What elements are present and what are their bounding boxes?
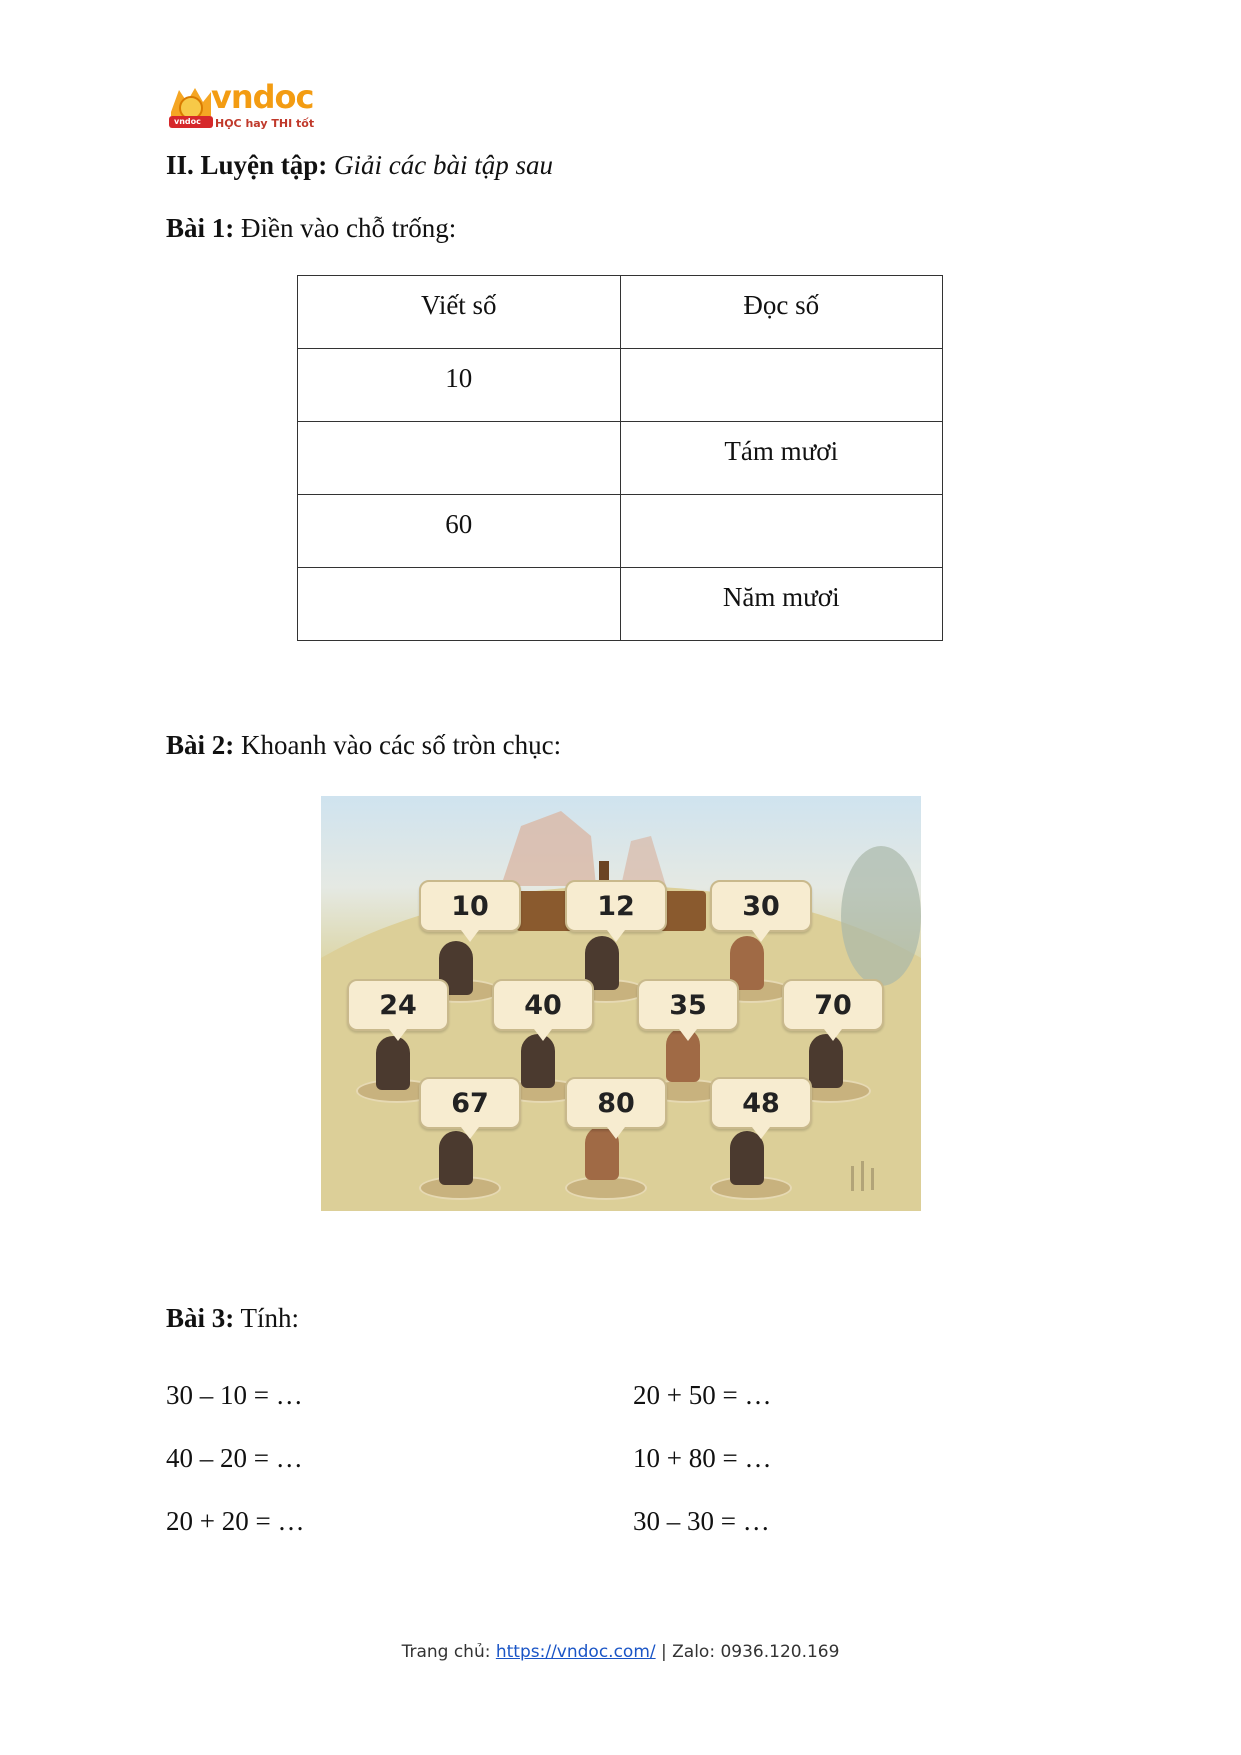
exercise-3-heading [166, 1303, 299, 1334]
logo-brand: vndoc [211, 78, 314, 116]
section-subtitle: Giải các bài tập sau [334, 150, 554, 180]
table-cell[interactable] [620, 349, 943, 422]
logo-badge: vndoc [174, 117, 201, 126]
mole-figure [809, 1034, 843, 1088]
number-bubble[interactable]: 70 [782, 979, 884, 1031]
exercise-1-label: Bài 1: [166, 213, 235, 243]
mole-figure [521, 1034, 555, 1088]
table-cell[interactable] [298, 568, 621, 641]
table-cell[interactable]: Tám mươi [620, 422, 943, 495]
calc-expression: 20 + 50 = … [633, 1380, 772, 1410]
logo-tagline: HỌC hay THI tốt [215, 117, 315, 130]
exercise-1-heading [166, 213, 456, 244]
mole-game-image [321, 796, 921, 1211]
footer-prefix: Trang chủ: [401, 1642, 496, 1662]
exercise-2-heading [166, 730, 561, 761]
table-cell[interactable]: 60 [298, 495, 621, 568]
number-bubble[interactable]: 48 [710, 1077, 812, 1129]
table-cell[interactable]: Năm mươi [620, 568, 943, 641]
section-title: II. Luyện tập: [166, 150, 328, 180]
table-row [298, 495, 943, 568]
exercise-1-text: Điền vào chỗ trống: [241, 213, 457, 243]
table-header-doc-so: Đọc số [620, 276, 943, 349]
table-header-row [298, 276, 943, 349]
table-cell[interactable] [298, 422, 621, 495]
exercise-3-text: Tính: [240, 1303, 300, 1333]
footer-suffix: | Zalo: 0936.120.169 [655, 1642, 840, 1662]
table-row [298, 422, 943, 495]
homepage-link[interactable]: https://vndoc.com/ [495, 1642, 656, 1662]
table-row [298, 349, 943, 422]
exercise-2-label: Bài 2: [166, 730, 235, 760]
number-bubble[interactable]: 10 [419, 880, 521, 932]
mole-figure [730, 1131, 764, 1185]
mole-figure [376, 1036, 410, 1090]
number-table [297, 275, 943, 641]
number-bubble[interactable]: 67 [419, 1077, 521, 1129]
number-bubble[interactable]: 24 [347, 979, 449, 1031]
number-bubble[interactable]: 40 [492, 979, 594, 1031]
mole-figure [439, 1131, 473, 1185]
table-cell[interactable] [620, 495, 943, 568]
page-footer [0, 1642, 1241, 1662]
calc-expression: 20 + 20 = … [166, 1506, 305, 1536]
section-heading [166, 150, 553, 181]
exercise-2-text: Khoanh vào các số tròn chục: [241, 730, 562, 760]
calc-expression: 30 – 10 = … [166, 1380, 303, 1410]
calc-expression: 30 – 30 = … [633, 1506, 770, 1536]
number-bubble[interactable]: 12 [565, 880, 667, 932]
number-bubble[interactable]: 80 [565, 1077, 667, 1129]
number-bubble[interactable]: 35 [637, 979, 739, 1031]
calc-expression: 10 + 80 = … [633, 1443, 772, 1473]
number-bubble[interactable]: 30 [710, 880, 812, 932]
table-header-viet-so: Viết số [298, 276, 621, 349]
vndoc-logo [165, 78, 325, 134]
calc-expression: 40 – 20 = … [166, 1443, 303, 1473]
table-cell[interactable]: 10 [298, 349, 621, 422]
exercise-3-label: Bài 3: [166, 1303, 235, 1333]
table-row [298, 568, 943, 641]
